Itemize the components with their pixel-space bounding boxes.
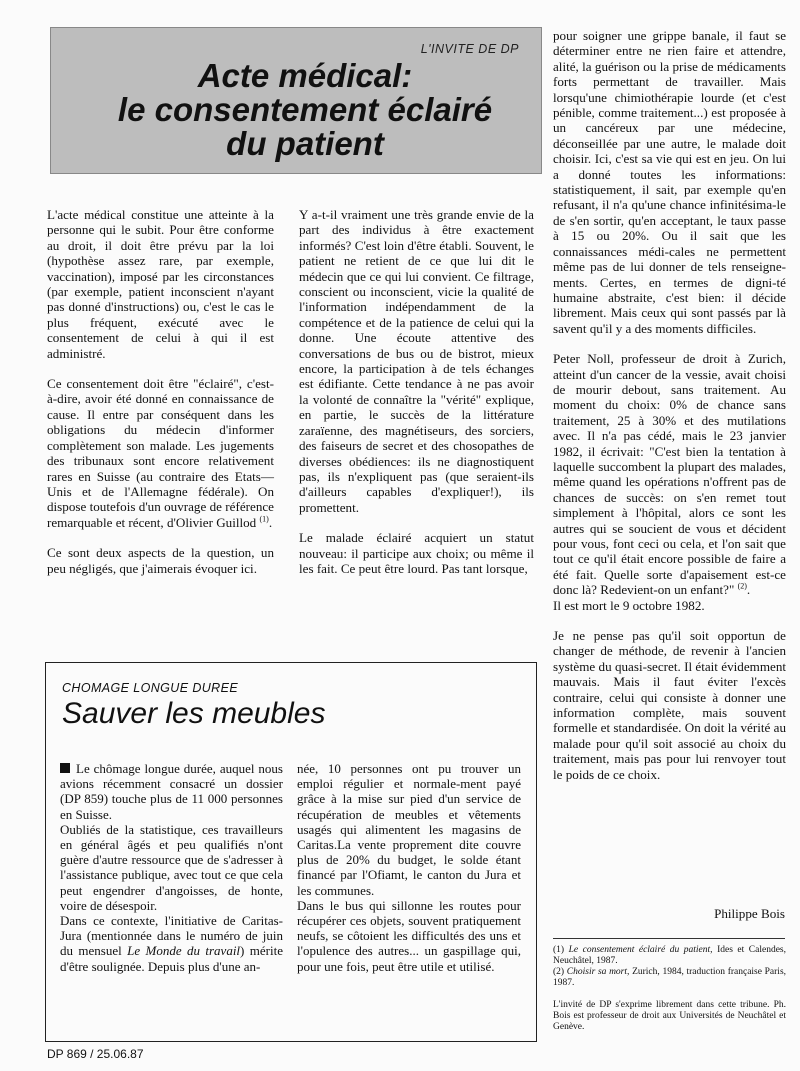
paragraph: pour soigner une grippe banale, il faut se déterminer entre ne rien faire et attendre, alité, la guérison ou la prise de médicaments forts permettant de travailler. Mais lorsqu'une chimiothérapie lourde (et c'est pénible, comme traitement...) est proposée à un cancéreux par une médecine, déconseillée par une autre, le malade doit choisir. Ici, c'est sa vie qui est en jeu. On lui a donné toutes les informations: statistiquement, il sait, par exemple qu'en refusant, il n'a qu'une chance infinitésima-le de s'en sortir, qu'en acceptant, le taux passe à 15 ou 20%. Ou il sait que les connaissances médi-cales ne permettent même pas de lui donner de tels renseigne-ments. Certes, en termes de digni-té humaine abstraite, c'est bien: il décide librement. Mais ceux qui sont passés par là savent qu'il y a des moments difficiles.: [553, 28, 786, 336]
footnotes: [553, 945, 786, 1033]
paragraph: Je ne pense pas qu'il soit opportun de changer de méthode, de revenir à l'ancien système du quasi-secret. Il était évidemment mauvais. Mais il faut éviter l'excès contraire, celui qui consiste à donner une information complète, mais souvent formelle et standardisée. On doit la vérité au malade pour qu'il soit associé au choix du traitement, mais pas pour lui renvoyer tout le poids de ce choix.: [553, 628, 786, 782]
column-1: [47, 207, 274, 591]
paragraph: Ce consentement doit être "éclairé", c'est-à-dire, avoir été donné en connaissance de cause. Il entre par conséquent dans les obligations du médecin d'informer complètement son malade. Les jugements des tribunaux sont encore relativement rares en Suisse (au contraire des Etats—Unis et de l'Allemagne fédérale). On dispose toutefois d'un ouvrage de référence remarquable et récent, d'Olivier Guillod $^{(1)}$.: [47, 376, 274, 530]
footnote-ref: (2): [737, 581, 747, 591]
paragraph: Ce sont deux aspects de la question, un peu négligés, que j'aimerais évoquer ici.: [47, 545, 274, 576]
paragraph: Oubliés de la statistique, ces travailleurs en général âgés et peu qualifiés n'ont guère d'autre ressource que de s'adresser à l'assistance publique, avec tout ce que cela peut engendrer d'angoisses, de honte, voire de désespoir.: [60, 821, 283, 913]
author-signature: Philippe Bois: [714, 906, 785, 921]
paragraph: Il est mort le 9 octobre 1982.: [553, 597, 705, 613]
divider: [553, 938, 785, 939]
page-footer: DP 869 / 25.06.87: [47, 1047, 144, 1061]
box-title: Sauver les meubles: [62, 697, 326, 730]
box-kicker: CHOMAGE LONGUE DUREE: [62, 681, 239, 695]
paragraph: Peter Noll, professeur de droit à Zurich, atteint d'un cancer de la vessie, avait choisi de mourir debout, sans traitement. Au moment du choix: 0% de chance sans traitement, 25 à 30% et des mutilations avec. Il n'a pas cédé, mais le 23 janvier 1982, il écrivait: "C'est bien la tentation à laquelle succombent la plupart des malades, même quand les opérations n'offrent pas de chances de succès: on s'en remet tout simplement à l'hôpital, alors ce sont les autres qui se soucient de vous et décident pour vous, font ceci ou cela, et l'on sait que tout ce qu'il était encore possible de faire a été fait. Quelle sorte d'apaisement est-ce donc là? Redevient-on un enfant?" $^{(2)}$.: [553, 351, 786, 598]
article-title: [91, 59, 519, 161]
paragraph: L'acte médical constitue une atteinte à la personne qui le subit. Pour être conforme au droit, il doit être prévu par la loi (hypothèse assez rare, par exemple, vaccination), imposé par les circonstances (par exemple, patient inconscient n'ayant pas donné d'instructions) ou, c'est le cas le plus fréquent, exécuté avec le consentement de celui à qui il est administré.: [47, 207, 274, 361]
header-kicker: L'INVITE DE DP: [420, 42, 519, 56]
column-2: [299, 207, 534, 591]
footnote-ref: (1): [259, 514, 269, 524]
sidebar-article: [45, 662, 537, 1042]
paragraph: Dans ce contexte, l'initiative de Caritas-Jura (mentionnée dans le numéro de juin du mensuel Le Monde du travail) mérite d'être soulignée. Depuis plus d'une an-: [60, 913, 283, 974]
article-header: [50, 27, 542, 174]
box-column-right: [297, 761, 521, 974]
paragraph: Le malade éclairé acquiert un statut nouveau: il participe aux choix; ou même il les fait. Ce peut être lourd. Pas tant lorsque,: [299, 530, 534, 576]
paragraph: Y a-t-il vraiment une très grande envie de la part des individus à être exactement informés? C'est loin d'être établi. Souvent, le patient ne retient de ce que lui dit le médecin que ce qui lui convient. Ce filtrage, conscient ou inconscient, vicie la qualité de l'information indépendamment de la compétence et de la patience de celui qui la donne. Une écoute attentive des conversations de bus ou de bistrot, mieux encore, la participation à de tels échanges est édifiante. Cette tendance à ne pas avoir la volonté de connaître la "vérité" explique, en partie, le succès de la littérature zaraïenne, des magnétiseurs, des sorciers, des faiseurs de secret et des chosopathes de diverses obédiences: ils ne diagnostiquent pas, ils n'expliquent pas (que seraient-ils d'ailleurs capables d'expliquer!), ils promettent.: [299, 207, 534, 515]
title-line: Acte médical:: [197, 57, 413, 95]
footnote-2: (2) Choisir sa mort, Zurich, 1984, traduction française Paris, 1987.: [553, 967, 787, 988]
paragraph: Dans le bus qui sillonne les routes pour récupérer ces objets, souvent pratiquement neufs, se côtoient les difficultés des uns et l'opulence des autres... un gaspillage qui, pour une fois, peut être utile et utilisé.: [297, 897, 521, 974]
box-column-left: [60, 761, 283, 974]
column-3: [553, 28, 786, 797]
bullet-square-icon: [60, 763, 70, 773]
paragraph: née, 10 personnes ont pu trouver un emploi régulier et normale-ment payé grâce à la mise sur pied d'un service de récupération de meubles et vêtements usagés qui alimentent les magasins de Caritas.La vente proprement dite couvre plus de 20% du budget, le solde étant financé par l'Ofiamt, le canton du Jura et les communes.: [297, 761, 521, 898]
title-line: le consentement éclairé: [117, 91, 493, 129]
footnote-1: (1) Le consentement éclairé du patient, Ides et Calendes, Neuchâtel, 1987.: [553, 945, 786, 966]
title-line: du patient: [226, 125, 384, 163]
paragraph: Le chômage longue durée, auquel nous avions récemment consacré un dossier (DP 859) touche plus de 11 000 personnes en Suisse.: [60, 761, 283, 822]
author-note: L'invité de DP s'exprime librement dans cette tribune. Ph. Bois est professeur de droit aux Universités de Neuchâtel et Genève.: [553, 1000, 786, 1032]
